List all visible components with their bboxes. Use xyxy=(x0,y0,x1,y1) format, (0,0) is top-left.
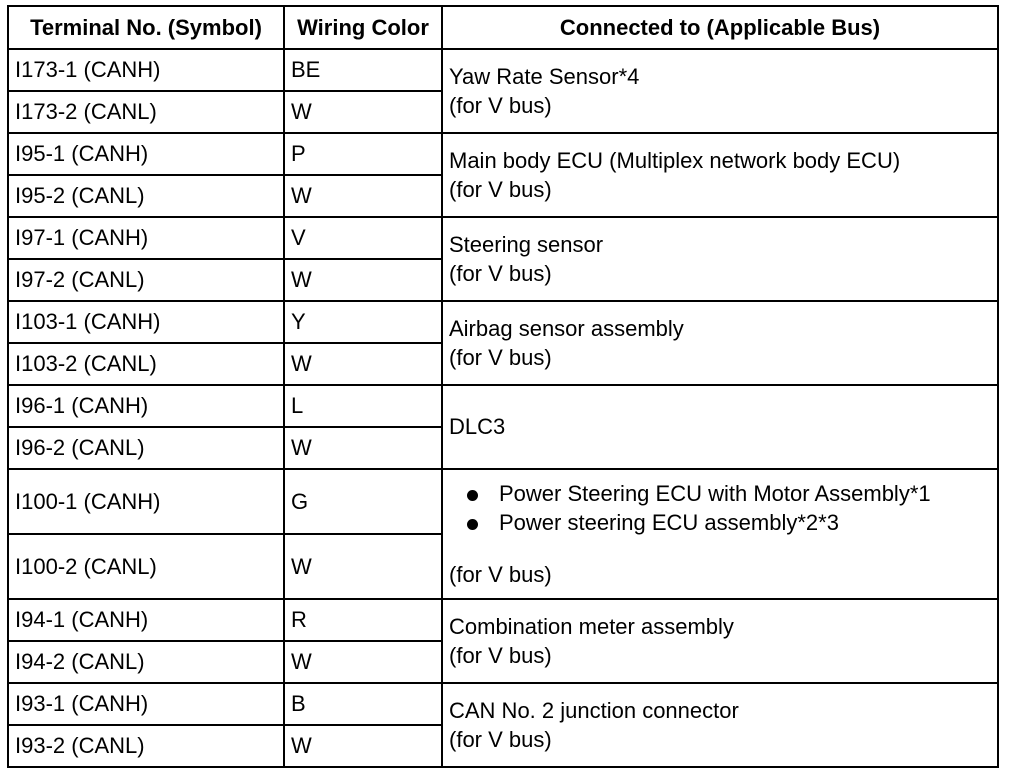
wiring-color-cell: P xyxy=(284,133,442,175)
terminal-cell: I100-1 (CANH) xyxy=(8,469,284,534)
wiring-color-cell: Y xyxy=(284,301,442,343)
wiring-color-cell: R xyxy=(284,599,442,641)
wiring-color-cell: G xyxy=(284,469,442,534)
wiring-color-cell: W xyxy=(284,259,442,301)
component-list xyxy=(449,479,991,537)
header-row xyxy=(8,6,998,49)
component-name: Airbag sensor assembly xyxy=(449,315,684,341)
component-name: Combination meter assembly xyxy=(449,613,734,639)
wiring-color-cell: W xyxy=(284,427,442,469)
wiring-color-cell: W xyxy=(284,641,442,683)
connected-to-cell xyxy=(442,217,998,301)
component-name: Steering sensor xyxy=(449,231,604,257)
component-name: DLC3 xyxy=(449,414,506,440)
component-name: CAN No. 2 junction connector xyxy=(449,697,739,723)
terminal-cell: I97-1 (CANH) xyxy=(8,217,284,259)
connected-to-cell xyxy=(442,49,998,133)
wiring-color-cell: W xyxy=(284,343,442,385)
connected-to-cell xyxy=(442,385,998,469)
terminal-cell: I173-1 (CANH) xyxy=(8,49,284,91)
list-item xyxy=(449,508,991,537)
header-terminal: Terminal No. (Symbol) xyxy=(8,6,284,49)
table-row xyxy=(8,599,998,641)
connected-to-cell xyxy=(442,683,998,767)
component-name: Main body ECU (Multiplex network body ECU) xyxy=(449,147,901,173)
wiring-color-cell: W xyxy=(284,534,442,599)
component-name: Yaw Rate Sensor*4 xyxy=(449,63,640,89)
wiring-color-cell: V xyxy=(284,217,442,259)
component-name: Power steering ECU assembly*2*3 xyxy=(499,510,839,536)
connected-to-cell xyxy=(442,301,998,385)
can-terminal-table xyxy=(7,5,999,768)
wiring-color-cell: BE xyxy=(284,49,442,91)
terminal-cell: I94-1 (CANH) xyxy=(8,599,284,641)
component-name: Power Steering ECU with Motor Assembly*1 xyxy=(499,481,931,507)
terminal-cell: I95-2 (CANL) xyxy=(8,175,284,217)
table-row xyxy=(8,683,998,725)
bus-label: (for V bus) xyxy=(449,93,552,118)
connected-to-cell xyxy=(442,599,998,683)
terminal-cell: I96-1 (CANH) xyxy=(8,385,284,427)
wiring-color-cell: L xyxy=(284,385,442,427)
terminal-cell: I103-2 (CANL) xyxy=(8,343,284,385)
wiring-color-cell: W xyxy=(284,175,442,217)
header-connected-to: Connected to (Applicable Bus) xyxy=(442,6,998,49)
header-wiring-color: Wiring Color xyxy=(284,6,442,49)
bullet-icon xyxy=(467,519,478,530)
bus-label: (for V bus) xyxy=(449,345,552,370)
bus-label: (for V bus) xyxy=(449,561,552,587)
connected-to-cell xyxy=(442,469,998,599)
terminal-cell: I94-2 (CANL) xyxy=(8,641,284,683)
connected-to-cell xyxy=(442,133,998,217)
table-row xyxy=(8,301,998,343)
terminal-cell: I93-2 (CANL) xyxy=(8,725,284,767)
terminal-cell: I100-2 (CANL) xyxy=(8,534,284,599)
terminal-cell: I96-2 (CANL) xyxy=(8,427,284,469)
table-row xyxy=(8,133,998,175)
table-row xyxy=(8,385,998,427)
table-row xyxy=(8,469,998,534)
terminal-cell: I95-1 (CANH) xyxy=(8,133,284,175)
bus-label: (for V bus) xyxy=(449,727,552,752)
table-row xyxy=(8,49,998,91)
table-row xyxy=(8,217,998,259)
terminal-cell: I103-1 (CANH) xyxy=(8,301,284,343)
bus-label: (for V bus) xyxy=(449,261,552,286)
bus-label: (for V bus) xyxy=(449,643,552,668)
wiring-color-cell: W xyxy=(284,91,442,133)
terminal-cell: I97-2 (CANL) xyxy=(8,259,284,301)
terminal-cell: I173-2 (CANL) xyxy=(8,91,284,133)
terminal-cell: I93-1 (CANH) xyxy=(8,683,284,725)
bus-label: (for V bus) xyxy=(449,177,552,202)
wiring-color-cell: B xyxy=(284,683,442,725)
wiring-color-cell: W xyxy=(284,725,442,767)
bullet-icon xyxy=(467,490,478,501)
list-item xyxy=(449,479,991,508)
